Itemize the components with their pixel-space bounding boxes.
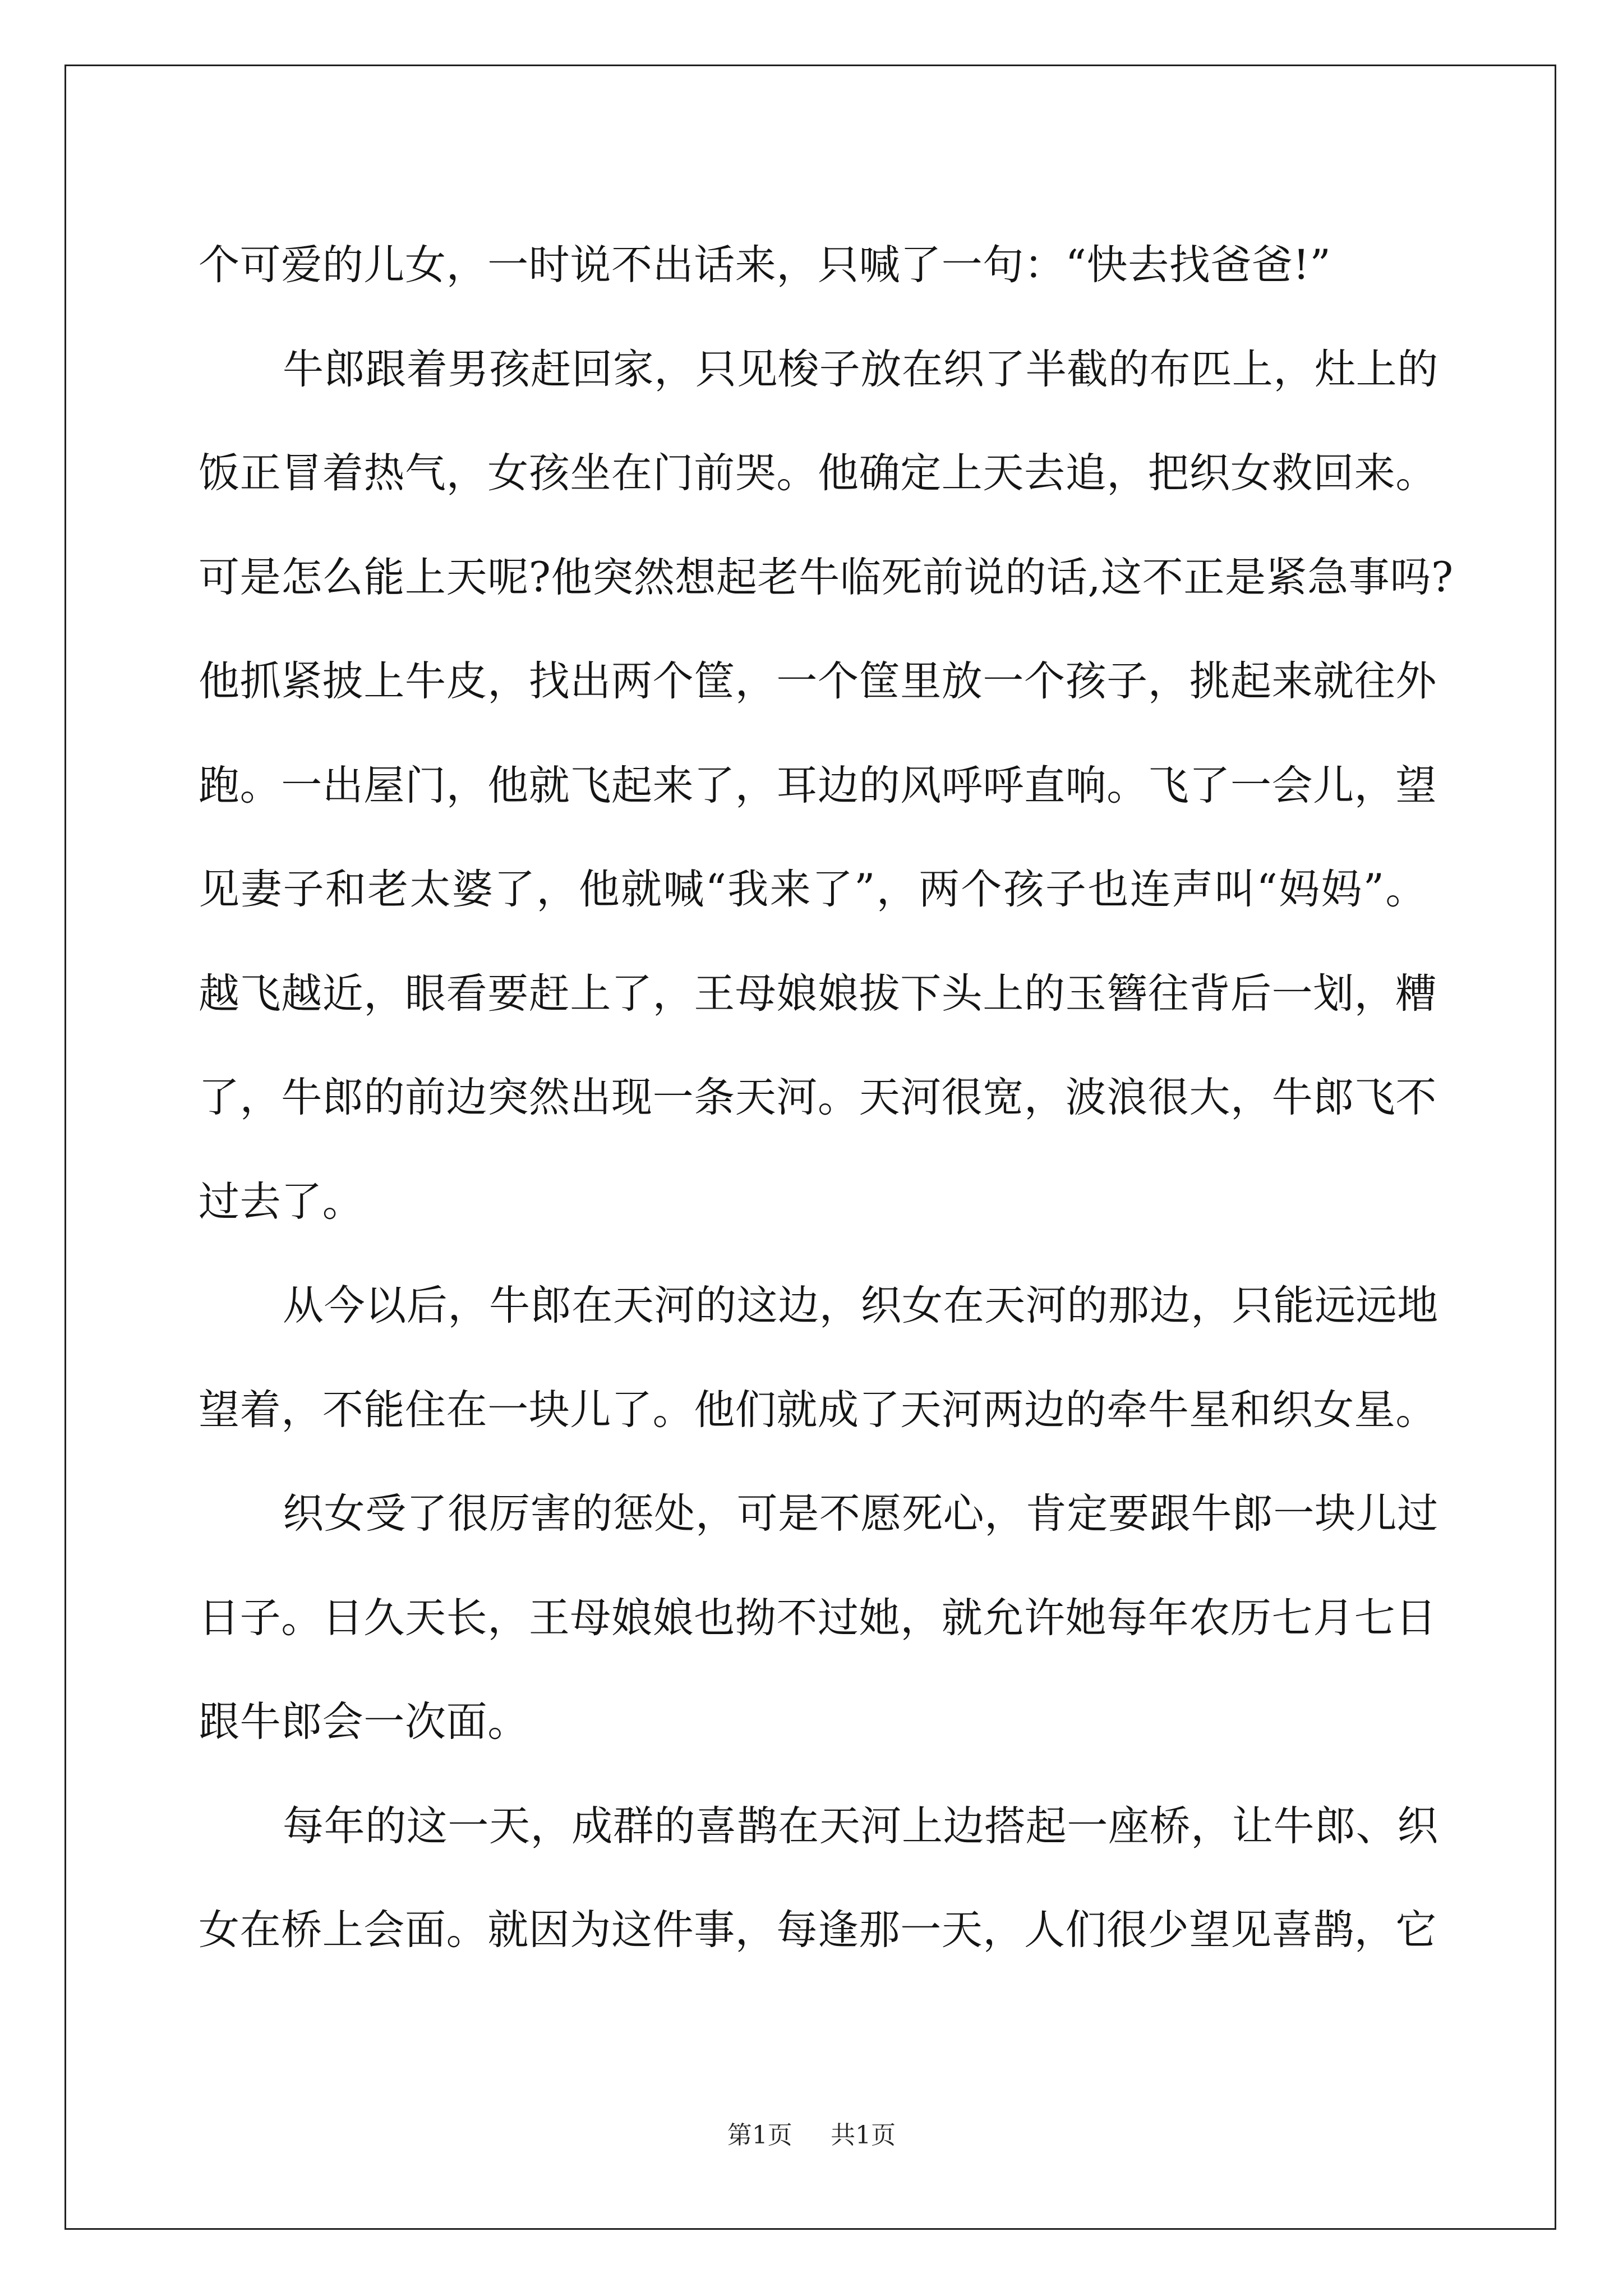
text-line: 见妻子和老太婆了，他就喊“我来了”，两个孩子也连声叫“妈妈”。 [199, 866, 1427, 913]
page-total: 共1页 [831, 2121, 896, 2150]
text-line: 日子。日久天长，王母娘娘也拗不过她，就允许她每年农历七月七日 [199, 1594, 1437, 1642]
page-footer [0, 2115, 1623, 2151]
text-line: 望着，不能住在一块儿了。他们就成了天河两边的牵牛星和织女星。 [199, 1386, 1437, 1434]
text-line: 他抓紧披上牛皮，找出两个筐，一个筐里放一个孩子，挑起来就往外 [199, 657, 1437, 705]
text-line: 过去了。 [199, 1177, 364, 1226]
text-line: 饭正冒着热气，女孩坐在门前哭。他确定上天去追，把织女救回来。 [199, 449, 1437, 497]
text-line: 每年的这一天，成群的喜鹊在天河上边搭起一座桥，让牛郎、织 [283, 1802, 1438, 1850]
text-line: 牛郎跟着男孩赶回家，只见梭子放在织了半截的布匹上，灶上的 [283, 345, 1438, 393]
text-line: 从今以后，牛郎在天河的这边，织女在天河的那边，只能远远地 [283, 1282, 1438, 1329]
text-line: 个可爱的儿女，一时说不出话来，只喊了一句：“快去找爸爸!” [199, 241, 1331, 289]
document-body [199, 213, 1454, 1982]
text-line: 织女受了很厉害的惩处，可是不愿死心，肯定要跟牛郎一块儿过 [283, 1490, 1438, 1538]
text-line: 可是怎么能上天呢?他突然想起老牛临死前说的话,这不正是紧急事吗? [199, 553, 1454, 601]
text-line: 女在桥上会面。就因为这件事，每逢那一天，人们很少望见喜鹊，它 [199, 1906, 1437, 1954]
text-line: 跟牛郎会一次面。 [199, 1698, 529, 1746]
text-line: 跑。一出屋门，他就飞起来了，耳边的风呼呼直响。飞了一会儿，望 [199, 761, 1437, 809]
text-line: 了，牛郎的前边突然出现一条天河。天河很宽，波浪很大，牛郎飞不 [199, 1074, 1437, 1121]
page-number: 第1页 [727, 2121, 792, 2150]
text-line: 越飞越近，眼看要赶上了，王母娘娘拔下头上的玉簪往背后一划，糟 [199, 969, 1437, 1018]
